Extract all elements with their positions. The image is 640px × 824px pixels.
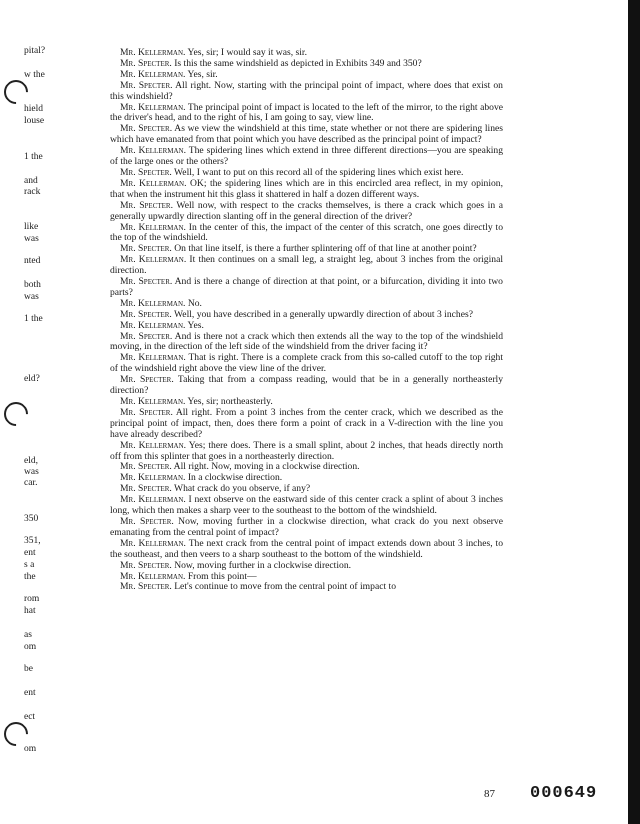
utterance-text: All right. Now, starting with the principal point of impact, where does that exist on this windshield? xyxy=(110,79,503,102)
binder-hole-icon xyxy=(0,397,33,431)
margin-fragment: both xyxy=(24,280,41,290)
utterance-text: It then continues on a small leg, a straight leg, about 3 inches from the original direction. xyxy=(110,254,503,277)
utterance-text: The spidering lines which extend in three different directions—you are speaking of the large ones or the others? xyxy=(110,145,503,168)
testimony-text xyxy=(110,48,503,593)
testimony-paragraph xyxy=(110,277,503,299)
margin-fragment: rom xyxy=(24,594,40,604)
speaker-label: Mr. Kellerman. xyxy=(120,494,186,506)
speaker-label: Mr. Specter. xyxy=(120,308,172,320)
speaker-label: Mr. Specter. xyxy=(120,515,174,527)
utterance-text: In the center of this, the impact of the center of this scratch, one goes directly to the top of the windshield. xyxy=(110,221,503,244)
speaker-label: Mr. Specter. xyxy=(120,581,172,593)
margin-fragment: the xyxy=(24,572,36,582)
utterance-text: All right. From a point 3 inches from the center crack, which we described as the principal point of impact, then, does there form a point of crack in a V-direction with the line you have already described? xyxy=(110,406,503,440)
testimony-paragraph xyxy=(110,408,503,441)
utterance-text: I next observe on the eastward side of this center crack a splint of about 3 inches long, which then makes a sharp veer to the southeast to the bottom of the windshield. xyxy=(110,494,503,517)
speaker-label: Mr. Specter. xyxy=(120,276,173,288)
speaker-label: Mr. Kellerman. xyxy=(120,537,186,549)
margin-fragment: be xyxy=(24,664,33,674)
utterance-text: Let's continue to move from the central point of impact to xyxy=(171,581,396,593)
margin-fragment: nted xyxy=(24,256,41,266)
speaker-label: Mr. Kellerman. xyxy=(120,68,186,80)
testimony-paragraph xyxy=(110,255,503,277)
testimony-paragraph xyxy=(110,146,503,168)
utterance-text: All right. Now, moving in a clockwise direction. xyxy=(171,461,360,473)
utterance-text: Yes, sir; northeasterly. xyxy=(185,396,273,407)
testimony-paragraph xyxy=(110,441,503,463)
speaker-label: Mr. Kellerman. xyxy=(120,145,186,157)
margin-fragment: car. xyxy=(24,478,38,488)
testimony-paragraph xyxy=(110,539,503,561)
utterance-text: As we view the windshield at this time, state whether or not there are spidering lines which have emanated from that point which you have described as the principal point of impact? xyxy=(110,123,503,146)
utterance-text: And is there a change of direction at that point, or a bifurcation, dividing it into two parts? xyxy=(110,276,503,298)
scan-edge-bar xyxy=(628,0,640,824)
testimony-paragraph xyxy=(110,201,503,223)
speaker-label: Mr. Specter. xyxy=(120,559,172,571)
utterance-text: The principal point of impact is located to the left of the mirror, to the right above the driver's head, and to the right of his, I am going to say, view line. xyxy=(110,101,503,124)
speaker-label: Mr. Specter. xyxy=(120,406,173,418)
utterance-text: Well, I want to put on this record all of the spidering lines which exist here. xyxy=(171,166,464,178)
utterance-text: Yes, sir; I would say it was, sir. xyxy=(185,47,307,58)
utterance-text: Well, you have described in a generally upwardly direction of about 3 inches? xyxy=(171,308,473,320)
utterance-text: That is right. There is a complete crack from this so-called cutoff to the top right of the windshield right above the view line of the driver. xyxy=(110,352,503,375)
utterance-text: Is this the same windshield as depicted in Exhibits 349 and 350? xyxy=(171,57,422,69)
testimony-paragraph xyxy=(110,81,503,103)
margin-fragment: om xyxy=(24,642,37,652)
speaker-label: Mr. Specter. xyxy=(120,461,172,473)
margin-fragment: s a xyxy=(24,560,35,570)
speaker-label: Mr. Kellerman. xyxy=(120,396,186,407)
utterance-text: And is there not a crack which then extends all the way to the top of the windshield moving, in the direction of the left side of the windshield from the driver facing it? xyxy=(110,330,504,353)
speaker-label: Mr. Specter. xyxy=(120,243,172,255)
speaker-label: Mr. Kellerman. xyxy=(120,472,186,484)
margin-fragment: as xyxy=(24,630,32,640)
testimony-paragraph xyxy=(110,124,503,146)
speaker-label: Mr. Kellerman. xyxy=(120,570,186,582)
utterance-text: Now, moving further in a clockwise direction. xyxy=(171,559,352,571)
utterance-text: The next crack from the central point of impact extends down about 3 inches, to the southeast, and then veers to a sharp southeast to the bottom of the windshield. xyxy=(110,537,503,560)
utterance-text: No. xyxy=(185,297,202,309)
speaker-label: Mr. Specter. xyxy=(120,374,174,386)
utterance-text: What crack do you observe, if any? xyxy=(171,483,311,495)
margin-fragment: w the xyxy=(24,70,45,80)
margin-fragment: 1 the xyxy=(24,314,43,324)
speaker-label: Mr. Kellerman. xyxy=(120,319,186,331)
margin-fragment: ent xyxy=(24,688,36,698)
utterance-text: On that line itself, is there a further splintering off of that line at another point? xyxy=(171,243,477,255)
testimony-paragraph xyxy=(110,375,503,397)
speaker-label: Mr. Specter. xyxy=(120,57,172,69)
margin-fragment: pital? xyxy=(24,46,46,56)
margin-fragment: hield xyxy=(24,104,43,114)
utterance-text: Yes. xyxy=(185,319,204,331)
bates-number: 000649 xyxy=(530,784,598,803)
testimony-paragraph xyxy=(110,582,503,593)
utterance-text: Yes; there does. There is a small splint, about 2 inches, that heads directly north off from this splinter that goes in a northeasterly direction. xyxy=(110,439,503,462)
speaker-label: Mr. Specter. xyxy=(120,123,173,135)
margin-fragment: eld? xyxy=(24,374,40,384)
margin-fragment: ect xyxy=(24,712,36,722)
testimony-paragraph xyxy=(110,103,503,125)
speaker-label: Mr. Specter. xyxy=(120,79,173,91)
margin-fragment: hat xyxy=(24,606,36,616)
speaker-label: Mr. Kellerman. xyxy=(120,177,187,189)
speaker-label: Mr. Kellerman. xyxy=(120,297,186,309)
testimony-paragraph xyxy=(110,332,503,354)
margin-fragment: ent xyxy=(24,548,36,558)
utterance-text: Taking that from a compass reading, would that be in a generally northeasterly direction? xyxy=(110,374,503,397)
speaker-label: Mr. Kellerman. xyxy=(120,439,187,451)
utterance-text: Now, moving further in a clockwise direction, what crack do you next observe emanating from the central point of impact? xyxy=(110,515,503,538)
speaker-label: Mr. Kellerman. xyxy=(120,101,186,113)
testimony-paragraph xyxy=(110,495,503,517)
margin-fragment: louse xyxy=(24,116,45,126)
utterance-text: OK; the spidering lines which are in this encircled area reflect, in my opinion, that when the instrument hit this glass it shattered in half a dozen different ways. xyxy=(110,177,503,200)
utterance-text: Well now, with respect to the cracks themselves, is there a crack which goes in a generally upwardly direction slanting off in the general direction of the driver? xyxy=(110,199,503,222)
margin-fragment: 350 xyxy=(24,514,39,524)
testimony-paragraph xyxy=(110,223,503,245)
speaker-label: Mr. Specter. xyxy=(120,483,172,495)
speaker-label: Mr. Kellerman. xyxy=(120,47,186,58)
margin-fragment: eld, xyxy=(24,456,38,466)
speaker-label: Mr. Specter. xyxy=(120,199,173,211)
margin-fragment: like xyxy=(24,222,39,232)
margin-fragment: 351, xyxy=(24,536,41,546)
utterance-text: Yes, sir. xyxy=(185,68,218,80)
utterance-text: In a clockwise direction. xyxy=(185,472,283,484)
margin-fragment: was xyxy=(24,467,39,477)
left-margin-bleed xyxy=(0,0,60,824)
margin-fragment: and xyxy=(24,176,38,186)
margin-fragment: rack xyxy=(24,187,41,197)
page-number: 87 xyxy=(484,788,495,800)
speaker-label: Mr. Specter. xyxy=(120,166,172,178)
speaker-label: Mr. Kellerman. xyxy=(120,352,186,364)
margin-fragment: 1 the xyxy=(24,152,43,162)
margin-fragment: was xyxy=(24,292,39,302)
margin-fragment: was xyxy=(24,234,39,244)
testimony-paragraph xyxy=(110,179,503,201)
speaker-label: Mr. Specter. xyxy=(120,330,173,342)
margin-fragment: om xyxy=(24,744,37,754)
testimony-paragraph xyxy=(110,517,503,539)
speaker-label: Mr. Kellerman. xyxy=(120,221,186,233)
utterance-text: From this point— xyxy=(185,570,257,582)
speaker-label: Mr. Kellerman. xyxy=(120,254,187,266)
testimony-paragraph xyxy=(110,353,503,375)
